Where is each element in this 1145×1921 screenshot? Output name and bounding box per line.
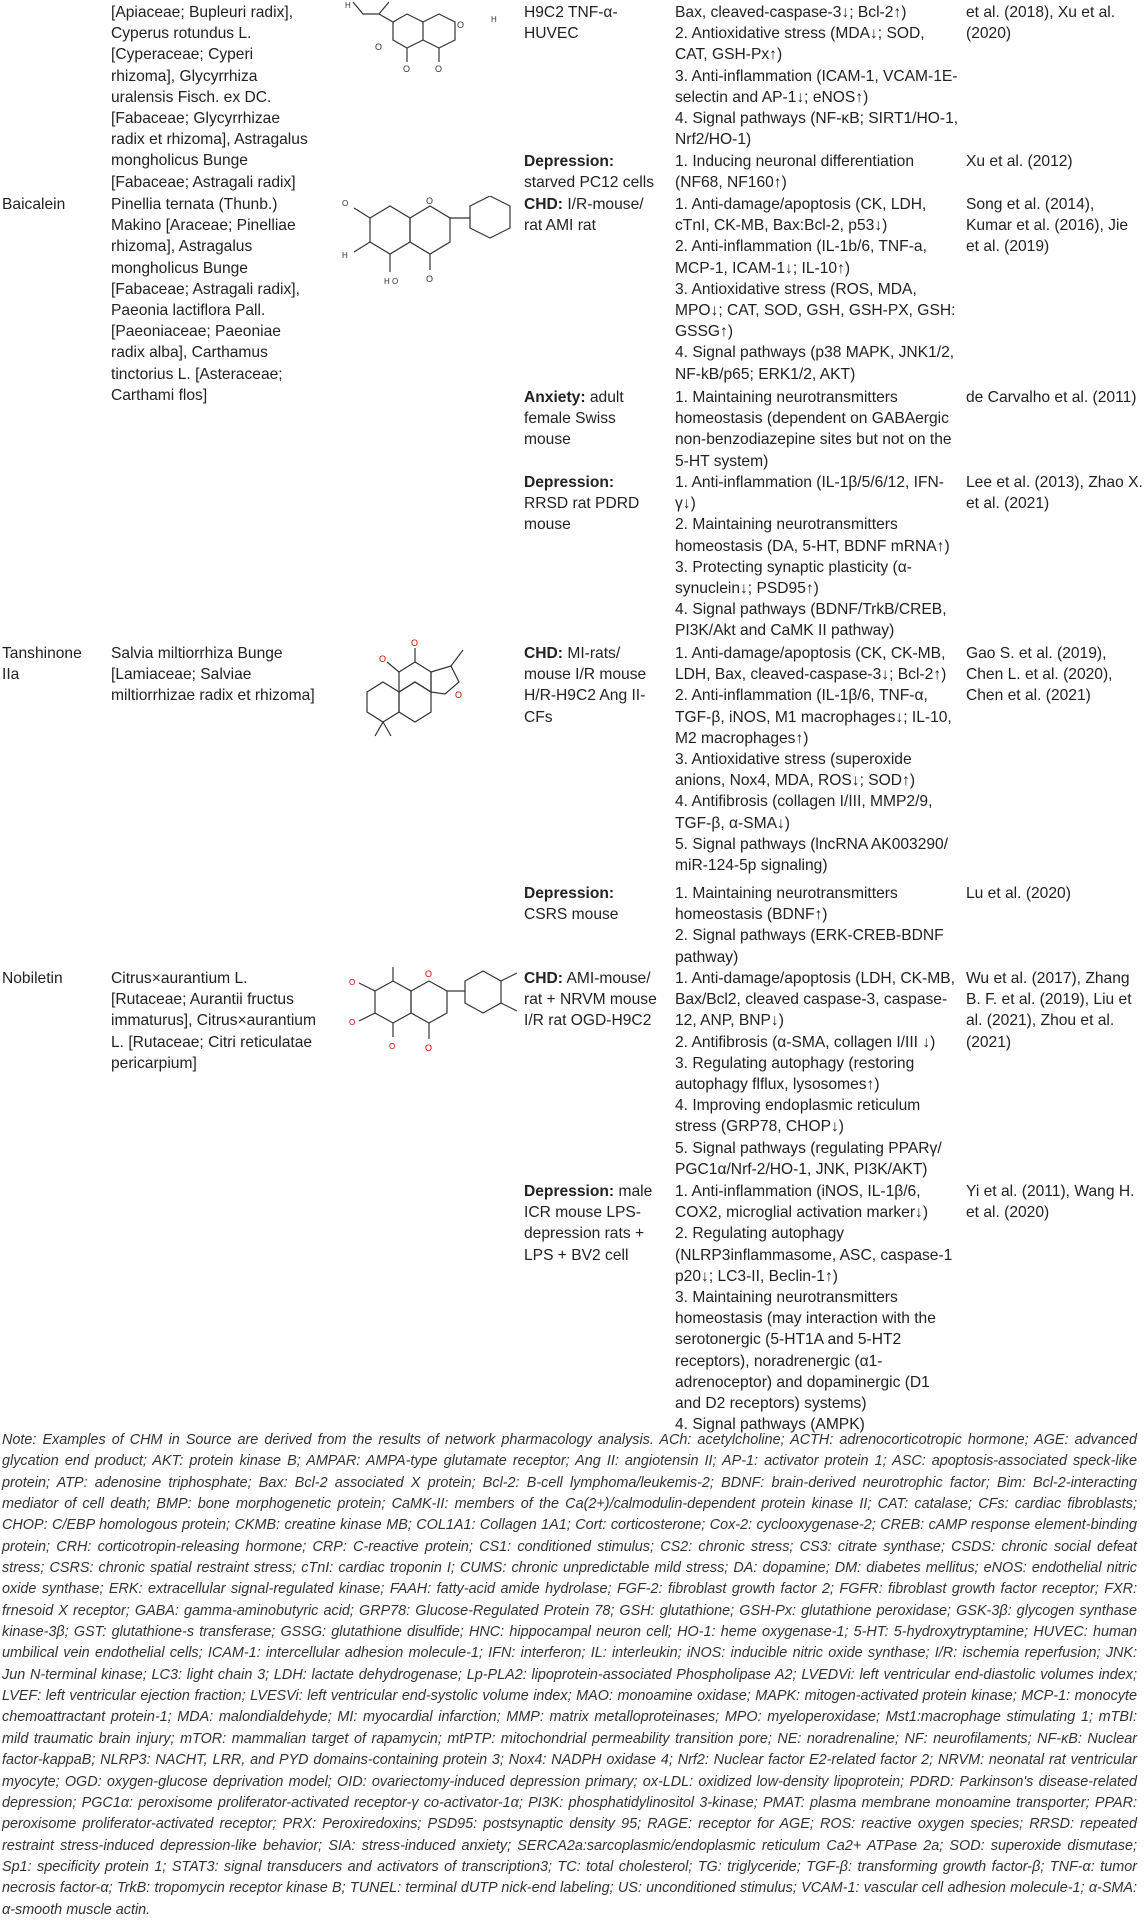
chemical-structure-top <box>345 0 505 75</box>
disease-model-cell <box>524 968 666 1032</box>
source-cell: Salvia miltiorrhiza Bunge [Lamiaceae; Salviae miltiorrhizae radix et rhizoma] <box>111 645 315 705</box>
model-cell: H9C2 TNF-α-HUVEC <box>524 4 618 43</box>
svg-text:H O: H O <box>384 277 399 286</box>
compound-name: Baicalein <box>2 196 66 213</box>
mechanism-cell: 1. Anti-inflammation (iNOS, IL-1β/6, COX2, microglial activation marker↓) 2. Regulating autophagy (NLRP3inflammasome, ASC, caspase-1 p20↓; LC3-II, Beclin-1↑) 3. Maintaining neurotransmitters homeostasis (may interaction with the serotonergic (5-HT1A and 5-HT2 receptors), noradrenergic (α1-adrenoceptor) and dopaminergic (D1 and D2 receptors) systems) 4. Signal pathways (AMPK) <box>675 1183 953 1434</box>
mechanism-cell: 1. Inducing neuronal differentiation (NF68, NF160↑) <box>675 153 914 192</box>
mechanism-cell: 1. Anti-damage/apoptosis (CK, LDH, cTnI, CK-MB, Bax:Bcl-2, p53↓) 2. Anti-inflammation (IL-1b/6, TNF-a, MCP-1, ICAM-1↓; IL-10↑) 3. Antioxidative stress (ROS, MDA, MPO↓; CAT, SOD, GSH, GSH-PX, GSH: GSSG↑) 4. Signal pathways (p38 MAPK, JNK1/2, NF-kB/p65; ERK1/2, AKT) <box>675 196 956 383</box>
svg-text:O: O <box>455 690 463 700</box>
compound-name: Nobiletin <box>2 970 63 987</box>
disease-model-cell <box>524 194 666 236</box>
mechanism-cell: Bax, cleaved-caspase-3↓; Bcl-2↑) 2. Antioxidative stress (MDA↓; SOD, CAT, GSH-Px↑) 3. Anti-inflammation (ICAM-1, VCAM-1E-selectin and AP-1↓; eNOS↑) 4. Signal pathways (NF-κB; SIRT1/HO-1, Nrf2/HO-1) <box>675 4 959 149</box>
svg-text:O: O <box>425 969 433 979</box>
svg-text:H: H <box>491 15 497 24</box>
model-text: AMI-mouse/ rat + NRVM mouse I/R rat OGD-H9C2 <box>524 970 657 1030</box>
svg-text:O: O <box>426 274 434 284</box>
disease-label: Depression: <box>524 885 615 902</box>
svg-text:O: O <box>342 199 349 208</box>
references-cell: Yi et al. (2011), Wang H. et al. (2020) <box>966 1183 1135 1222</box>
svg-text:O: O <box>435 64 443 74</box>
model-text: I/R-mouse/ rat AMI rat <box>524 196 644 235</box>
svg-text:H: H <box>345 1 351 10</box>
disease-label: CHD: <box>524 196 563 213</box>
disease-model-cell <box>524 1181 666 1266</box>
mechanism-cell: 1. Anti-damage/apoptosis (LDH, CK-MB, Bax/Bcl2, cleaved caspase-3, caspase-12, ANP, BNP↓) 2. Antifibrosis (α-SMA, collagen I/III ↓) 3. Regulating autophagy (restoring autophagy flflux, lysosomes↑) 4. Improving endoplasmic reticulum stress (GRP78, CHOP↓) 5. Signal pathways (regulating PPARγ/ PGC1α/Nrf-2/HO-1, JNK, PI3K/AKT) <box>675 970 955 1178</box>
disease-model-cell <box>524 387 666 451</box>
nobiletin-structure <box>345 963 525 1063</box>
tanshinone-structure <box>355 636 485 746</box>
svg-text:O: O <box>457 20 465 30</box>
references-cell: de Carvalho et al. (2011) <box>966 389 1137 406</box>
disease-model-cell <box>524 883 666 925</box>
source-cell: Citrus×aurantium L. [Rutaceae; Aurantii fructus immaturus], Citrus×aurantium L. [Rutaceae; Citri reticulatae pericarpium] <box>111 970 316 1072</box>
mechanism-cell: 1. Maintaining neurotransmitters homeostasis (BDNF↑) 2. Signal pathways (ERK-CREB-BDNF pathway) <box>675 885 944 966</box>
svg-text:O: O <box>389 1042 396 1051</box>
source-cell: [Apiaceae; Bupleuri radix], Cyperus rotundus L. [Cyperaceae; Cyperi rhizoma], Glycyrrhiza uralensis Fisch. ex DC. [Fabaceae; Glycyrrhizae radix et rhizoma], Astragalus mongholicus Bunge [Fabaceae; Astragali radix] <box>111 4 308 191</box>
mechanism-cell: 1. Maintaining neurotransmitters homeostasis (dependent on GABAergic non-benzodiazepine sites but not on the 5-HT system) <box>675 389 952 470</box>
svg-text:O: O <box>411 638 419 648</box>
references-cell: Xu et al. (2012) <box>966 153 1073 170</box>
disease-label: Anxiety: <box>524 389 586 406</box>
table-footnote: Note: Examples of CHM in Source are derived from the results of network pharmacology analysis. ACh: acetylcholine; ACTH: adrenocorticotropic hormone; AGE: advanced glycation end product; AKT: protein kinase B; AMPAR: AMPA-type glutamate receptor; Ang II: angiotensin II; AP-1: activator protein 1; ASC: apoptosis-associated speck-like protein; ATP: adenosine triphosphate; Bax: Bcl-2 associated X protein; Bcl-2: B-cell lymphoma/leukemis-2; BDNF: brain-derived neurotrophic factor; Bim: Bcl-2-interacting mediator of cell death; BMP: bone morphogenetic protein; CaMK-II: members of the Ca(2+)/calmodulin-dependent protein kinase II; CAT: catalase; CFs: cardiac fibroblasts; CHOP: C/EBP homologous protein; CKMB: creatine kinase MB; COL1A1: Collagen 1A1; Cort: corticosterone; Cox-2: cyclooxygenase-2; CREB: cAMP response element-binding protein; CRH: corticotropin-releasing hormone; CRP: C-reactive protein; CS1: conditioned stimulus; CS2: chronic stress; CS3: citrate synthase; CSDS: chronic social defeat stress; CSRS: chronic spatial restraint stress; cTnI: cardiac troponin I; CUMS: chronic unpredictable mild stress; DA: dopamine; DM: diabetes mellitus; eNOS: endothelial nitric oxide synthase; ERK: extracellular signal-regulated kinase; FAAH: fatty-acid amide hydrolase; FGF-2: fibroblast growth factor 2; FGFR: fibroblast growth factor receptor; FXR: frnesoid X receptor; GABA: gamma-aminobutyric acid; GRP78: Glucose-Regulated Protein 78; GSH: glutathione; GSH-Px: glutathione peroxidase; GSK-3β: glycogen synthase kinase-3β; GST: glutathione-s transferase; GSSG: glutathione disulfide; HNC: hippocampal neuron cell; HO-1: heme oxygenase-1; 5-HT: 5-hydroxytryptamine; HUVEC: human umbilical vein endothelial cells; ICAM-1: intercellular adhesion molecule-1; IFN: interferon; IL: interleukin; iNOS: inducible nitric oxide synthase; I/R: ischemia reperfusion; JNK: Jun N-terminal kinase; LC3: light chain 3; LDH: lactate dehydrogenase; Lp-PLA2: lipoprotein-associated Phospholipase A2; LVEDVi: left ventricular end-diastolic volumes index; LVEF: left ventricular ejection fraction; LVESVi: left ventricular end-systolic volume index; MAO: monoamine oxidase; MAPK: mitogen-activated protein kinase; MCP-1: monocyte chemoattractant protein-1; MDA: malondialdehyde; MI: myocardial infarction; MMP: matrix metalloproteinases; MPO: myeloperoxidase; Mst1:macrophage stimulating 1; mTBI: mild traumatic brain injury; mTOR: mammalian target of rapamycin; mtPTP: mitochondrial permeability transition pore; NE: noradrenaline; NF: neurofilaments; NF-κB: Nuclear factor-kappaB; NLRP3: NACHT, LRR, and PYD domains-containing protein 3; Nox4: NADPH oxidase 4; Nrf2: Nuclear factor E2-related factor 2; NRVM: neonatal rat ventricular myocyte; OGD: oxygen-glucose deprivation model; OID: ovariectomy-induced depression primary; ox-LDL: oxidized low-density lipoprotein; PDRD: Parkinson's disease-related depression; PGC1α: peroxisome proliferator-activated receptor-γ co-activator-1α; PI3K: phosphatidylinositol 3-kinase; PMAT: plasma membrane monoamine transporter; PPAR: peroxisome proliferator-activated receptor; PRX: Peroxiredoxins; PSD95: postsynaptic density 95; RAGE: receptor for AGE; ROS: reactive oxygen species; RRSD: repeated restraint stress-induced depression-like behavior; SIA: stress-induced anxiety; SERCA2a:sarcoplasmic/endoplasmic reticulum Ca2+ ATPase 2a; SOD: superoxide dismutase; Sp1: specificity protein 1; STAT3: signal transducers and activators of transcription3; TC: total cholesterol; TG: triglyceride; TGF-β: transforming growth factor-β; TNF-α: tumor necrosis factor-α; TrkB: tropomycin receptor kinase B; TUNEL: terminal dUTP nick-end labeling; US: unconditioned stimulus; VCAM-1: vascular cell adhesion molecule-1; α-SMA: α-smooth muscle actin. <box>2 1432 1137 1918</box>
model-text: starved PC12 cells <box>524 174 655 192</box>
svg-text:O: O <box>426 196 434 206</box>
disease-label: Depression: <box>524 474 615 491</box>
references-cell: Song et al. (2014), Kumar et al. (2016), Jie et al. (2019) <box>966 196 1129 256</box>
svg-text:O: O <box>349 1018 356 1027</box>
disease-label: CHD: <box>524 970 563 987</box>
mechanism-cell: 1. Anti-inflammation (IL-1β/5/6/12, IFN-γ↓) 2. Maintaining neurotransmitters homeostasis (DA, 5-HT, BDNF mRNA↑) 3. Protecting synaptic plasticity (α-synuclein↓; PSD95↑) 4. Signal pathways (BDNF/TrkB/CREB, PI3K/Akt and CaMK II pathway) <box>675 474 950 640</box>
references-cell: Wu et al. (2017), Zhang B. F. et al. (2019), Liu et al. (2021), Zhou et al. (2021) <box>966 970 1132 1051</box>
svg-text:O: O <box>403 64 411 74</box>
svg-text:O: O <box>375 42 383 52</box>
disease-model-cell <box>524 151 666 193</box>
source-cell: Pinellia ternata (Thunb.) Makino [Araceae; Pinelliae rhizoma], Astragalus mongholicus Bunge [Fabaceae; Astragali radix], Paeonia lactiflora Pall. [Paeoniaceae; Paeoniae radix alba], Carthamus tinctorius L. [Asteraceae; Carthami flos] <box>111 196 300 404</box>
model-text: MI-rats/ mouse I/R mouse H/R-H9C2 Ang II-CFs <box>524 645 647 726</box>
svg-text:H: H <box>342 251 348 260</box>
disease-label: CHD: <box>524 645 563 662</box>
disease-label: Depression: <box>524 1183 615 1200</box>
disease-model-cell <box>524 472 666 536</box>
model-text: RRSD rat PDRD mouse <box>524 495 640 534</box>
svg-text:O: O <box>349 978 356 987</box>
svg-text:O: O <box>379 654 387 664</box>
references-cell: Lu et al. (2020) <box>966 885 1071 902</box>
mechanism-cell: 1. Anti-damage/apoptosis (CK, CK-MB, LDH, Bax, cleaved-caspase-3↓; Bcl-2↑) 2. Anti-inflammation (IL-1β/6, TNF-α, TGF-β, iNOS, M1 macrophages↓; IL-10, M2 macrophages↑) 3. Antioxidative stress (superoxide anions, Nox4, MDA, ROS↓; SOD↑) 4. Antifibrosis (collagen I/III, MMP2/9, TGF-β, α-SMA↓) 5. Signal pathways (lncRNA AK003290/ miR-124-5p signaling) <box>675 645 952 875</box>
references-cell: Gao S. et al. (2019), Chen L. et al. (2020), Chen et al. (2021) <box>966 645 1113 705</box>
references-cell: et al. (2018), Xu et al. (2020) <box>966 4 1116 43</box>
references-cell: Lee et al. (2013), Zhao X. et al. (2021) <box>966 474 1143 513</box>
compound-name: Tanshinone IIa <box>2 645 82 684</box>
model-text: CSRS mouse <box>524 906 619 924</box>
svg-text:O: O <box>425 1043 433 1053</box>
model-text: adult female Swiss mouse <box>524 389 624 449</box>
disease-model-cell <box>524 643 666 728</box>
disease-label: Depression: <box>524 153 615 170</box>
baicalein-structure <box>340 196 520 306</box>
model-text: male ICR mouse LPS-depression rats + LPS + BV2 cell <box>524 1183 653 1264</box>
